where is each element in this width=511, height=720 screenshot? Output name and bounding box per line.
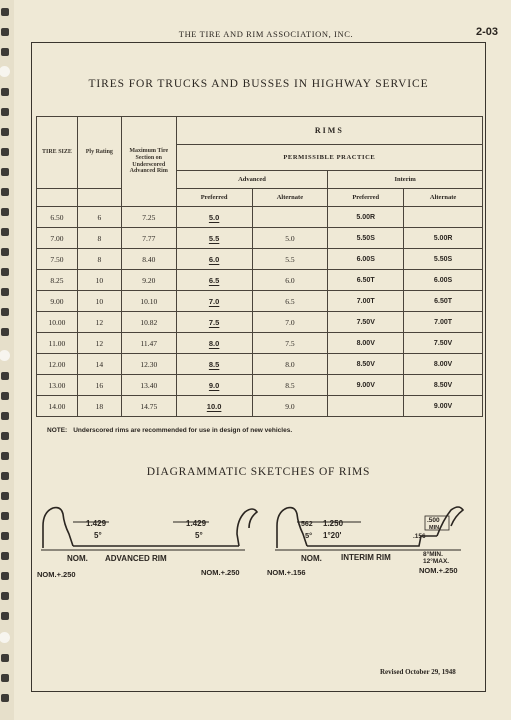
cell-adv-alternate: 5.5: [252, 249, 328, 270]
header-rims: RIMS: [176, 117, 482, 145]
underscored-rim: 8.0: [208, 338, 220, 348]
nom-plus-156: NOM.+.156: [267, 568, 306, 577]
cell-adv-alternate: 9.0: [252, 396, 328, 417]
dim-1429-right: 1.429: [186, 519, 207, 528]
cell-adv-alternate: 8.5: [252, 375, 328, 396]
cell-tire-size: 11.00: [37, 333, 78, 354]
header-interim: Interim: [328, 171, 483, 189]
cell-int-alternate: 8.00V: [404, 354, 483, 375]
cell-tire-size: 7.00: [37, 228, 78, 249]
note-label: NOTE:: [47, 427, 68, 434]
cell-adv-preferred: [176, 396, 252, 417]
cell-tire-size: 9.00: [37, 291, 78, 312]
binder-hole: [1, 654, 9, 662]
cell-tire-size: 6.50: [37, 207, 78, 228]
revised-date: Revised October 29, 1948: [380, 668, 456, 676]
header-spacer: [37, 189, 78, 207]
rim-flange-left: [43, 508, 73, 548]
cell-adv-preferred: [176, 270, 252, 291]
rim-flange-right: [237, 509, 257, 546]
cell-ply: 12: [77, 333, 121, 354]
header-advanced: Advanced: [176, 171, 328, 189]
cell-int-alternate: 9.00V: [404, 396, 483, 417]
dim-562: .562: [299, 521, 313, 528]
interim-rim-sketch: [267, 507, 463, 577]
binder-hole: [1, 108, 9, 116]
advanced-rim-sketch: [37, 508, 257, 579]
binder-hole: [1, 674, 9, 682]
cell-int-alternate: 5.00R: [404, 228, 483, 249]
binder-hole: [1, 308, 9, 316]
cell-ply: 10: [77, 291, 121, 312]
cell-max-section: 12.30: [121, 354, 176, 375]
cell-max-section: 8.40: [121, 249, 176, 270]
table-row: [37, 291, 483, 312]
page-number: 2-03: [475, 26, 498, 38]
binder-hole: [1, 372, 9, 380]
underscored-rim: 6.0: [208, 254, 220, 264]
header-adv-alternate: Alternate: [252, 189, 328, 207]
binder-hole: [1, 48, 9, 56]
cell-ply: 16: [77, 375, 121, 396]
header-spacer: [77, 189, 121, 207]
table-row: [37, 270, 483, 291]
table-row: [37, 207, 483, 228]
table-row: [37, 354, 483, 375]
note-text: Underscored rims are recommended for use in design of new vehicles.: [73, 427, 293, 434]
cell-adv-preferred: [176, 291, 252, 312]
binder-hole: [1, 432, 9, 440]
cell-int-alternate: 8.50V: [404, 375, 483, 396]
cell-adv-alternate: [252, 207, 328, 228]
page-header: [34, 26, 498, 42]
underscored-rim: 6.5: [208, 275, 220, 285]
cell-adv-preferred: [176, 333, 252, 354]
binder-hole: [1, 228, 9, 236]
cell-int-preferred: 7.50V: [328, 312, 404, 333]
binder-ring-hole: [0, 632, 10, 643]
cell-int-alternate: 7.50V: [404, 333, 483, 354]
underscored-rim: 7.0: [208, 296, 220, 306]
cell-int-alternate: 5.50S: [404, 249, 483, 270]
cell-max-section: 11.47: [121, 333, 176, 354]
table-row: [37, 375, 483, 396]
header-int-alternate: Alternate: [404, 189, 483, 207]
cell-ply: 12: [77, 312, 121, 333]
header-ply-rating: Ply Rating: [77, 117, 121, 189]
cell-int-alternate: [404, 207, 483, 228]
interim-rim-label: INTERIM RIM: [341, 553, 391, 562]
cell-adv-preferred: [176, 249, 252, 270]
rim-flange-right: [437, 507, 463, 536]
dim-500-min: MIN.: [429, 525, 441, 531]
binder-hole: [1, 694, 9, 702]
underscored-rim: 10.0: [206, 401, 222, 411]
underscored-rim: 9.0: [208, 380, 220, 390]
cell-adv-alternate: 6.0: [252, 270, 328, 291]
binder-hole: [1, 28, 9, 36]
cell-tire-size: 10.00: [37, 312, 78, 333]
nom-plus-250-right: NOM.+.250: [201, 568, 240, 577]
cell-adv-preferred: [176, 228, 252, 249]
table-row: [37, 333, 483, 354]
table-row: [37, 228, 483, 249]
dim-1250: 1.250: [323, 519, 344, 528]
advanced-rim-label: ADVANCED RIM: [105, 554, 167, 563]
cell-max-section: 7.25: [121, 207, 176, 228]
angle-8-min: 8°MIN.: [423, 551, 443, 558]
binder-hole: [1, 392, 9, 400]
header-adv-preferred: Preferred: [176, 189, 252, 207]
cell-tire-size: 12.00: [37, 354, 78, 375]
cell-int-preferred: 5.50S: [328, 228, 404, 249]
cell-int-alternate: 6.50T: [404, 291, 483, 312]
cell-int-preferred: 6.50T: [328, 270, 404, 291]
binder-hole: [1, 168, 9, 176]
angle-1-20: 1°20': [323, 531, 342, 540]
binder-hole: [1, 552, 9, 560]
header-tire-size: TIRE SIZE: [37, 117, 78, 189]
underscored-rim: 5.0: [208, 212, 220, 222]
angle-5-interim: 5°: [305, 531, 313, 540]
cell-max-section: 7.77: [121, 228, 176, 249]
binder-hole: [1, 492, 9, 500]
binder-hole: [1, 572, 9, 580]
binder-hole: [1, 208, 9, 216]
cell-adv-preferred: [176, 354, 252, 375]
cell-tire-size: 14.00: [37, 396, 78, 417]
cell-adv-preferred: [176, 207, 252, 228]
cell-adv-alternate: 5.0: [252, 228, 328, 249]
binder-hole: [1, 328, 9, 336]
underscored-rim: 7.5: [208, 317, 220, 327]
binder-ring-hole: [0, 66, 10, 77]
cell-max-section: 10.10: [121, 291, 176, 312]
cell-adv-preferred: [176, 375, 252, 396]
cell-int-alternate: 7.00T: [404, 312, 483, 333]
binder-hole: [1, 412, 9, 420]
association-name: THE TIRE AND RIM ASSOCIATION, INC.: [178, 29, 354, 39]
cell-max-section: 9.20: [121, 270, 176, 291]
binder-hole: [1, 592, 9, 600]
underscored-rim: 5.5: [208, 233, 220, 243]
dim-156: .156: [413, 533, 426, 540]
cell-ply: 6: [77, 207, 121, 228]
binder-hole: [1, 452, 9, 460]
cell-int-preferred: 6.00S: [328, 249, 404, 270]
binder-ring-hole: [0, 350, 10, 361]
cell-int-preferred: 9.00V: [328, 375, 404, 396]
table-row: [37, 249, 483, 270]
cell-int-alternate: 6.00S: [404, 270, 483, 291]
header-max-section: Maximum Tire Section on Underscored Advanced Rim: [121, 117, 176, 207]
cell-int-preferred: 8.00V: [328, 333, 404, 354]
angle-12-max: 12°MAX.: [423, 558, 450, 565]
angle-5-right: 5°: [195, 531, 203, 540]
nom-plus-250-interim: NOM.+.250: [419, 566, 458, 575]
dim-1429-left: 1.429: [86, 519, 107, 528]
header-permissible-practice: PERMISSIBLE PRACTICE: [176, 145, 482, 171]
binder-hole: [1, 148, 9, 156]
cell-max-section: 10.82: [121, 312, 176, 333]
tire-rim-table: [36, 116, 483, 417]
cell-adv-alternate: 6.5: [252, 291, 328, 312]
cell-adv-preferred: [176, 312, 252, 333]
cell-tire-size: 13.00: [37, 375, 78, 396]
cell-ply: 18: [77, 396, 121, 417]
cell-max-section: 13.40: [121, 375, 176, 396]
binder-hole: [1, 288, 9, 296]
dim-500: .500: [427, 517, 440, 524]
table-row: [37, 312, 483, 333]
underscored-rim: 8.5: [208, 359, 220, 369]
binder-hole: [1, 248, 9, 256]
cell-ply: 8: [77, 228, 121, 249]
cell-int-preferred: [328, 396, 404, 417]
binding-strip: [0, 0, 14, 720]
cell-adv-alternate: 8.0: [252, 354, 328, 375]
page-title: TIRES FOR TRUCKS AND BUSSES IN HIGHWAY SERVICE: [88, 78, 429, 90]
nom-label: NOM.: [67, 554, 88, 563]
rim-sketches: [31, 498, 486, 588]
binder-hole: [1, 88, 9, 96]
cell-ply: 8: [77, 249, 121, 270]
binder-hole: [1, 472, 9, 480]
nom-label: NOM.: [301, 554, 322, 563]
cell-ply: 14: [77, 354, 121, 375]
cell-int-preferred: 5.00R: [328, 207, 404, 228]
binder-hole: [1, 128, 9, 136]
binder-hole: [1, 512, 9, 520]
nom-plus-250-left: NOM.+.250: [37, 570, 76, 579]
diagram-title: DIAGRAMMATIC SKETCHES OF RIMS: [146, 466, 371, 478]
cell-adv-alternate: 7.5: [252, 333, 328, 354]
table-row: [37, 396, 483, 417]
cell-tire-size: 8.25: [37, 270, 78, 291]
binder-hole: [1, 268, 9, 276]
cell-int-preferred: 7.00T: [328, 291, 404, 312]
cell-ply: 10: [77, 270, 121, 291]
binder-hole: [1, 8, 9, 16]
binder-hole: [1, 188, 9, 196]
binder-hole: [1, 612, 9, 620]
cell-int-preferred: 8.50V: [328, 354, 404, 375]
angle-5-left: 5°: [94, 531, 102, 540]
cell-tire-size: 7.50: [37, 249, 78, 270]
binder-hole: [1, 532, 9, 540]
table-note: [47, 427, 292, 434]
header-int-preferred: Preferred: [328, 189, 404, 207]
cell-adv-alternate: 7.0: [252, 312, 328, 333]
cell-max-section: 14.75: [121, 396, 176, 417]
